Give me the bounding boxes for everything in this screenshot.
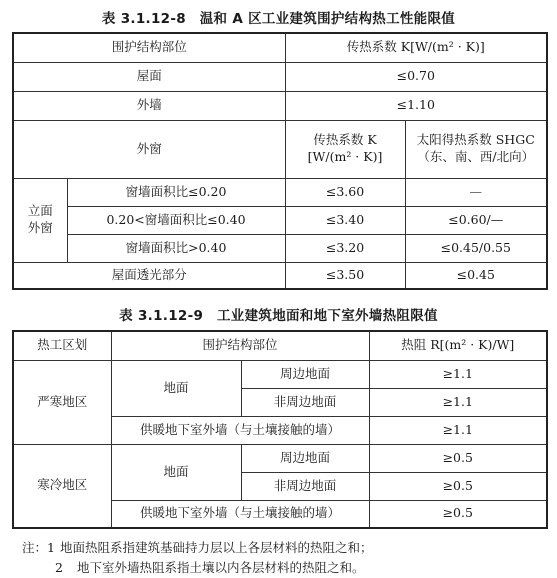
table2-header-row xyxy=(13,331,547,360)
header-k: 传热系数 K[W/(m² · K)] xyxy=(285,33,547,62)
table1 xyxy=(12,32,548,290)
wwr-label: 窗墙面积比≤0.20 xyxy=(67,178,285,206)
basement-wall-label: 供暖地下室外墙（与土壤接触的墙） xyxy=(111,416,369,444)
header-r: 热阻 R[(m² · K)/W] xyxy=(369,331,547,360)
table1-header-row xyxy=(13,33,547,62)
wwr-shgc: ≤0.60/— xyxy=(405,206,547,234)
nonedge-ground-label: 非周边地面 xyxy=(241,472,369,500)
table1-caption: 表 3.1.12-8 温和 A 区工业建筑围护结构热工性能限值 xyxy=(101,11,456,27)
edge-ground-value: ≥1.1 xyxy=(369,360,547,388)
window-shgc-line2: （东、南、西/北向） xyxy=(417,149,535,164)
nonedge-ground-label: 非周边地面 xyxy=(241,388,369,416)
edge-ground-value: ≥0.5 xyxy=(369,444,547,472)
facade-label-line1: 立面 xyxy=(27,203,53,219)
roof-value: ≤0.70 xyxy=(285,62,547,91)
basement-wall-label: 供暖地下室外墙（与土壤接触的墙） xyxy=(111,500,369,528)
nonedge-ground-value: ≥1.1 xyxy=(369,388,547,416)
wwr-label: 0.20<窗墙面积比≤0.40 xyxy=(67,206,285,234)
window-k-line1: 传热系数 K xyxy=(313,132,377,148)
table-row xyxy=(13,62,547,91)
note-2 xyxy=(55,558,365,576)
window-shgc-header xyxy=(405,120,547,178)
wwr-label: 窗墙面积比>0.40 xyxy=(67,234,285,262)
wwr-k: ≤3.60 xyxy=(285,178,405,206)
wwr-shgc: ≤0.45/0.55 xyxy=(405,234,547,262)
skylight-k: ≤3.50 xyxy=(285,262,405,289)
table-row xyxy=(13,206,547,234)
window-k-header xyxy=(285,120,405,178)
edge-ground-label: 周边地面 xyxy=(241,360,369,388)
wwr-k: ≤3.40 xyxy=(285,206,405,234)
header-part: 围护结构部位 xyxy=(13,33,285,62)
table-row xyxy=(13,178,547,206)
wwr-shgc: — xyxy=(405,178,547,206)
note-1-text: 地面热阻系指建筑基础持力层以上各层材料的热阻之和； xyxy=(59,540,373,555)
table2-caption: 表 3.1.12-9 工业建筑地面和地下室外墙热阻限值 xyxy=(119,308,438,324)
table-row xyxy=(13,91,547,120)
table-row xyxy=(13,262,547,289)
basement-wall-value: ≥1.1 xyxy=(369,416,547,444)
facade-label-line2: 外窗 xyxy=(27,220,53,235)
ground-label: 地面 xyxy=(111,444,241,500)
ground-label: 地面 xyxy=(111,360,241,416)
note-prefix: 注：1 xyxy=(22,540,55,555)
note-2-number: 2 xyxy=(55,560,63,575)
table-row xyxy=(13,120,547,178)
note-1 xyxy=(22,538,373,556)
wall-value: ≤1.10 xyxy=(285,91,547,120)
table-row xyxy=(13,360,547,388)
facade-window-label xyxy=(13,178,67,262)
header-zone: 热工区划 xyxy=(13,331,111,360)
zone-severe: 严寒地区 xyxy=(13,360,111,444)
table2 xyxy=(12,330,548,529)
basement-wall-value: ≥0.5 xyxy=(369,500,547,528)
table-row xyxy=(13,444,547,472)
note-2-text: 地下室外墙热阻系指土壤以内各层材料的热阻之和。 xyxy=(76,560,365,575)
window-shgc-line1: 太阳得热系数 SHGC xyxy=(416,132,535,148)
window-label: 外窗 xyxy=(13,120,285,178)
skylight-shgc: ≤0.45 xyxy=(405,262,547,289)
wall-label: 外墙 xyxy=(13,91,285,120)
header-part: 围护结构部位 xyxy=(111,331,369,360)
skylight-label: 屋面透光部分 xyxy=(13,262,285,289)
window-k-line2: [W/(m² · K)] xyxy=(307,149,383,164)
edge-ground-label: 周边地面 xyxy=(241,444,369,472)
roof-label: 屋面 xyxy=(13,62,285,91)
table-row xyxy=(13,234,547,262)
wwr-k: ≤3.20 xyxy=(285,234,405,262)
nonedge-ground-value: ≥0.5 xyxy=(369,472,547,500)
zone-cold: 寒冷地区 xyxy=(13,444,111,528)
